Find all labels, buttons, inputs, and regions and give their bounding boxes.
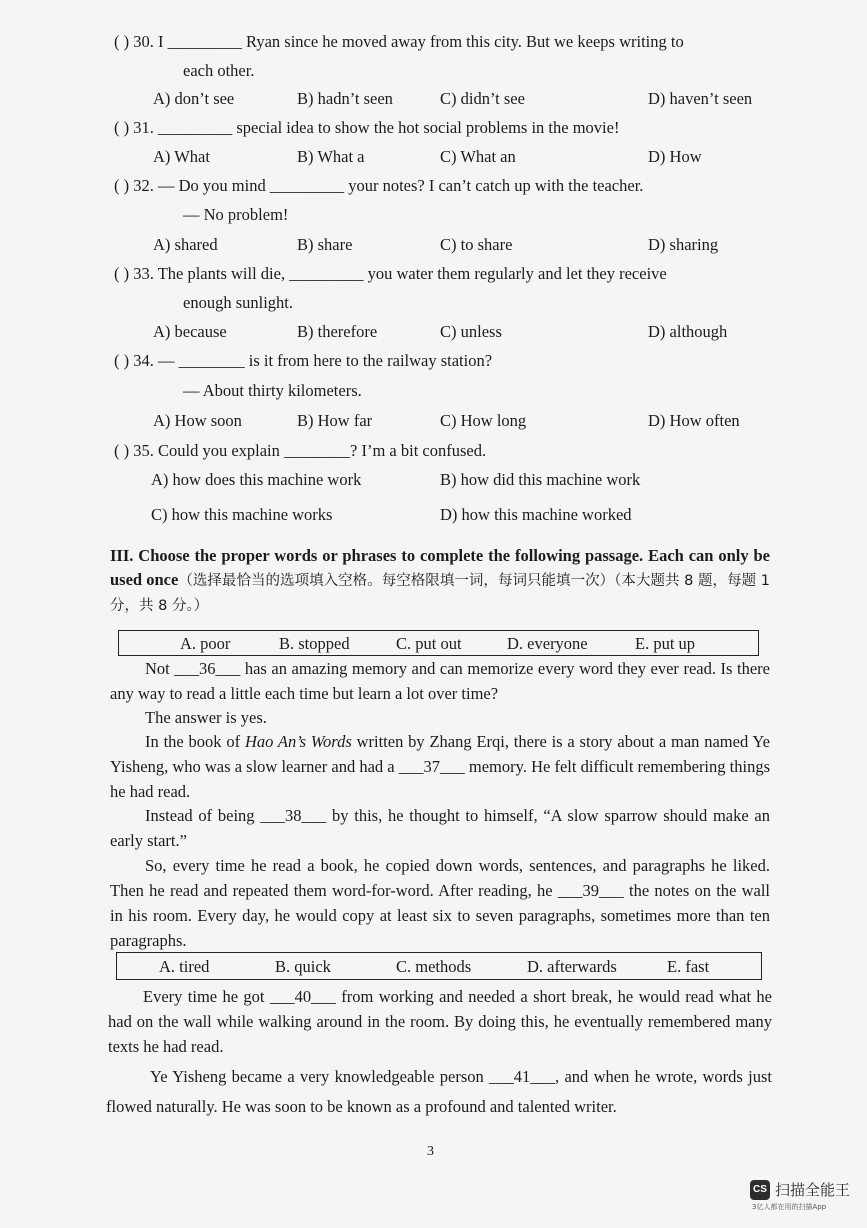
question-33-option-a: A) because [153,322,227,341]
question-35-option-a: A) how does this machine work [151,470,362,489]
word-box-1 [118,630,759,656]
word-box-1-option-d: D. everyone [507,634,588,653]
word-box-2-option-b: B. quick [275,957,331,976]
question-30-option-b: B) hadn’t seen [297,89,393,108]
question-32-option-c: C) to share [440,235,513,254]
question-30-option-c: C) didn’t see [440,89,525,108]
word-box-1-option-c: C. put out [396,634,462,653]
question-33-stem-cont: enough sunlight. [183,293,293,312]
question-33-option-d: D) although [648,322,728,341]
passage-paragraph-3 [110,729,770,804]
question-34-option-a: A) How soon [153,411,242,430]
watermark-tagline: 3亿人都在用的扫描App [752,1203,827,1211]
question-31-option-a: A) What [153,147,210,166]
section-3-heading-cn: （选择最恰当的选项填入空格。每空格限填一词，每词只能填一次）（本大题共 8 题，每题 1 分，共 8 分。） [110,573,770,614]
word-box-2-option-e: E. fast [667,957,710,976]
question-31-stem: ( ) 31. _________ special idea to show the hot social problems in the movie! [114,118,620,137]
question-30-stem-cont: each other. [183,61,255,80]
passage-paragraph-3-b: written by Zhang Erqi, there is a story about a man named Ye Yisheng, who was a slow learner and had a ___37___ memory. He felt difficult remembering things he had read. [110,732,771,801]
passage-paragraph-5: So, every time he read a book, he copied down words, sentences, and paragraphs he liked. Then he read and repeated them word-for-word. After reading, he ___39___ the notes on the wall in his room. Every day, he would copy at least six to seven paragraphs, sometimes more than ten paragraphs. [110,856,770,950]
passage-paragraph-3-a: In the book of [145,732,245,751]
question-32-stem-cont: — No problem! [183,205,289,224]
question-31-option-d: D) How [648,147,702,166]
passage-paragraph-1: Not ___36___ has an amazing memory and can memorize every word they ever read. Is there any way to read a little each time but learn a lot over time? [110,659,770,703]
question-30-option-d: D) haven’t seen [648,89,753,108]
watermark-name: 扫描全能王 [775,1181,851,1199]
question-32-option-d: D) sharing [648,235,719,254]
passage-paragraph-4: Instead of being ___38___ by this, he thought to himself, “A slow sparrow should make an early start.” [110,806,770,850]
question-35-option-b: B) how did this machine work [440,470,641,489]
question-34-stem-cont: — About thirty kilometers. [183,381,362,400]
passage-paragraph-6: Every time he got ___40___ from working and needed a short break, he would read what he had on the wall while walking around in the room. By doing this, he eventually remembered many texts he had read. [108,987,772,1056]
section-3-heading [110,544,770,618]
question-34-option-b: B) How far [297,411,373,430]
passage-paragraph-7: Ye Yisheng became a very knowledgeable person ___41___, and when he wrote, words just flowed naturally. He was soon to be known as a profound and talented writer. [106,1067,772,1116]
question-32-stem: ( ) 32. — Do you mind _________ your notes? I can’t catch up with the teacher. [114,176,644,195]
word-box-1-option-b: B. stopped [279,634,350,653]
scanner-watermark [750,1178,860,1214]
question-31-option-b: B) What a [297,147,365,166]
question-32-option-a: A) shared [153,235,218,254]
question-34-stem: ( ) 34. — ________ is it from here to the railway station? [114,351,493,370]
word-box-1-option-a: A. poor [180,634,231,653]
question-30-stem: ( ) 30. I _________ Ryan since he moved away from this city. But we keeps writing to [114,32,684,51]
question-35-stem: ( ) 35. Could you explain ________? I’m a bit confused. [114,441,487,460]
question-35-option-d: D) how this machine worked [440,505,632,524]
word-box-2-option-d: D. afterwards [527,957,617,976]
word-box-1-option-e: E. put up [635,634,696,653]
word-box-2 [116,952,762,980]
passage-paragraph-2: The answer is yes. [145,708,267,727]
question-35-option-c: C) how this machine works [151,505,333,524]
book-title: Hao An’s Words [244,732,352,751]
question-34-option-c: C) How long [440,411,527,430]
question-33-stem: ( ) 33. The plants will die, _________ you water them regularly and let they receive [114,264,667,283]
question-33-option-b: B) therefore [297,322,378,341]
word-box-2-option-c: C. methods [396,957,472,976]
question-33-option-c: C) unless [440,322,502,341]
camscanner-logo-icon: CS [750,1180,770,1200]
page-number: 3 [427,1144,434,1159]
question-32-option-b: B) share [297,235,353,254]
word-box-2-option-a: A. tired [159,957,210,976]
question-30-option-a: A) don’t see [153,89,235,108]
question-34-option-d: D) How often [648,411,740,430]
section-3-heading-bold: III. Choose the proper words or phrases to complete the following passage. Each can only be used once [110,546,770,589]
question-31-option-c: C) What an [440,147,516,166]
